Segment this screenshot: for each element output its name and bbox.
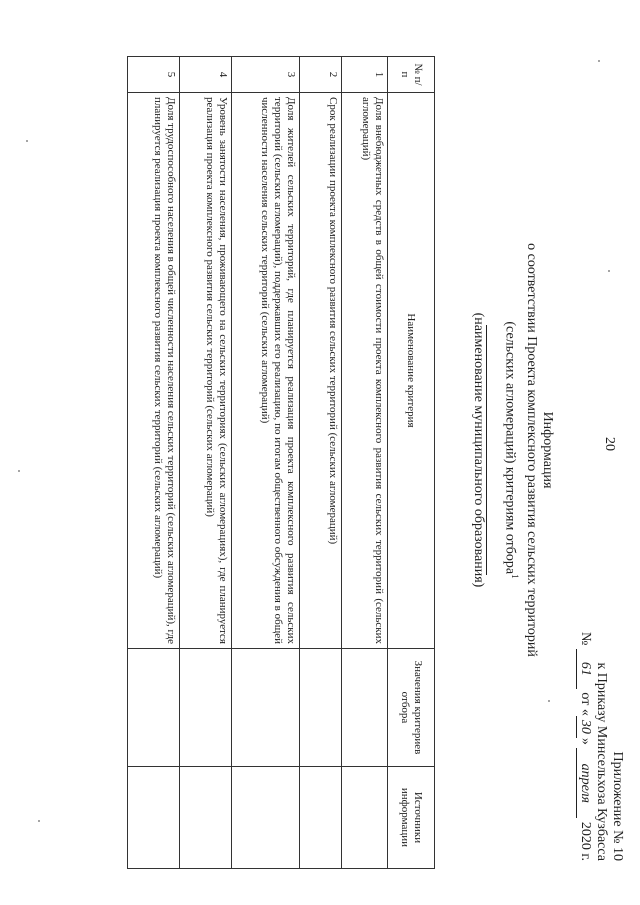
row-value xyxy=(180,649,232,767)
title-heading: Информация xyxy=(540,411,555,489)
header-value: Значения критериев отбора xyxy=(388,649,435,767)
row-index: 3 xyxy=(232,57,300,93)
row-source xyxy=(180,767,232,869)
footnote-mark: 1 xyxy=(510,574,520,579)
row-source xyxy=(300,767,342,869)
scan-speck xyxy=(608,270,610,272)
header-criterion: Наименование критерия xyxy=(388,93,435,649)
row-index: 1 xyxy=(342,57,388,93)
row-value xyxy=(128,649,180,767)
page-number: 20 xyxy=(602,437,617,451)
appendix-header xyxy=(576,632,625,861)
day-value: 30 xyxy=(576,716,593,738)
row-value xyxy=(300,649,342,767)
header-source: Источники информации xyxy=(388,767,435,869)
row-criterion: Доля трудоспособного населения в общей численности населения сельских территорий (сельских агломераций), где планируется реализация проекта комплексного развития сельских территорий (сельских агломераций) xyxy=(128,93,180,649)
quote-close: » xyxy=(578,737,593,745)
row-value xyxy=(232,649,300,767)
document-title xyxy=(470,220,555,680)
table-row xyxy=(232,57,300,869)
row-value xyxy=(342,649,388,767)
row-source xyxy=(128,767,180,869)
table-row xyxy=(128,57,180,869)
scan-speck xyxy=(18,470,20,472)
appendix-title: Приложение № 10 xyxy=(610,751,625,861)
scan-speck xyxy=(38,820,40,822)
table-row xyxy=(342,57,388,869)
title-line-2-text: (сельских агломераций) критериям отбора xyxy=(502,321,518,575)
row-criterion: Уровень занятости населения, проживающего на сельских территориях (сельских агломерациях), где планируется реализация проекта комплексного развития сельских территорий (сельских агломераций) xyxy=(180,93,232,649)
row-source xyxy=(232,767,300,869)
title-line-2 xyxy=(501,220,523,680)
row-criterion: Доля жителей сельских территорий, где планируется реализация проекта комплексного развития сельских территорий (сельских агломераций), поддержавших его реализацию, по итогам общественного обсуждения в общей численности населения сельских территорий (сельских агломераций) xyxy=(232,93,300,649)
year-value: 2020 г. xyxy=(578,821,593,861)
number-label: № xyxy=(578,632,593,646)
row-index: 2 xyxy=(300,57,342,93)
appendix-number-date xyxy=(576,632,593,861)
row-index: 5 xyxy=(128,57,180,93)
municipality-label: (наименование муниципального образования) xyxy=(471,312,487,588)
table-row xyxy=(300,57,342,869)
number-value: 61 xyxy=(576,649,593,689)
header-number: № п/п xyxy=(388,57,435,93)
scan-speck xyxy=(26,140,28,142)
scan-speck xyxy=(548,700,550,702)
criteria-table xyxy=(127,56,435,869)
row-criterion: Доля внебюджетных средств в общей стоимости проекта комплексного развития сельских территорий (сельских агломераций) xyxy=(342,93,388,649)
scan-speck xyxy=(598,60,600,62)
row-source xyxy=(342,767,388,869)
from-label: от « xyxy=(578,692,593,716)
title-line-1: о соответствии Проекта комплексного развития сельских территорий xyxy=(524,243,539,657)
municipality-underline xyxy=(486,325,487,575)
row-criterion: Срок реализации проекта комплексного развития сельских территорий (сельских агломераций) xyxy=(300,93,342,649)
table-header-row xyxy=(388,57,435,869)
table-row xyxy=(180,57,232,869)
row-index: 4 xyxy=(180,57,232,93)
appendix-order: к Приказу Минсельхоза Кузбасса xyxy=(594,662,609,861)
month-value: апреля xyxy=(576,748,593,818)
